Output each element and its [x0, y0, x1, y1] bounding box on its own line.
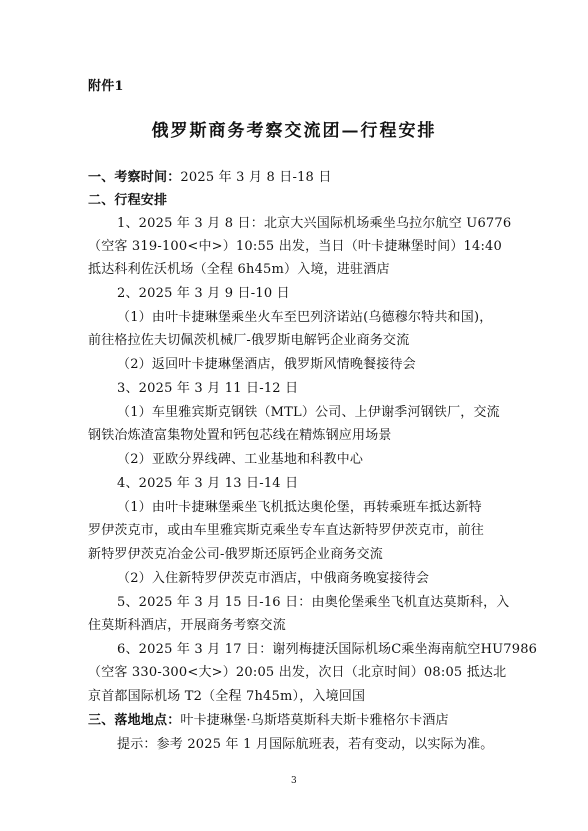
itinerary-line: （2）入住新特罗伊茨克市酒店，中俄商务晚宴接待会 — [117, 571, 430, 586]
itinerary-line: 罗伊茨克市，或由车里雅宾斯克乘坐专车直达新特罗伊茨克市，前往 — [88, 523, 485, 538]
attachment-label: 附件1 — [88, 79, 124, 94]
itinerary-line: 4、2025 年 3 月 13 日-14 日 — [117, 476, 299, 491]
page-number: 3 — [291, 776, 297, 786]
section-1 — [88, 169, 332, 187]
itinerary-line: 住莫斯科酒店，开展商务考察交流 — [88, 618, 287, 633]
itinerary-line: 京首都国际机场 T2（全程 7h45m），入境回国 — [88, 689, 366, 704]
itinerary-line: 6、2025 年 3 月 17 日：谢列梅捷沃国际机场C乘坐海南航空HU7986 — [117, 642, 538, 657]
itinerary-line: 1、2025 年 3 月 8 日：北京大兴国际机场乘坐乌拉尔航空 U6776 — [117, 216, 512, 231]
itinerary-line: 新特罗伊茨克冶金公司-俄罗斯还原钙企业商务交流 — [88, 547, 383, 562]
section-2-heading: 二、行程安排 — [88, 193, 168, 208]
section-1-heading: 一、考察时间： — [88, 170, 181, 185]
itinerary-line: （空客 319-100<中>）10:55 出发，当日（叶卡捷琳堡时间）14:40 — [88, 239, 502, 254]
itinerary-line: （1）由叶卡捷琳堡乘坐火车至巴列济诺站(乌德穆尔特共和国)， — [117, 310, 493, 325]
note-text: 提示：参考 2025 年 1 月国际航班表，若有变动，以实际为准。 — [117, 737, 494, 752]
section-3-text: 叶卡捷琳堡·乌斯塔莫斯科夫斯卡雅格尔卡酒店 — [180, 713, 449, 728]
itinerary-line: 2、2025 年 3 月 9 日-10 日 — [117, 286, 290, 301]
itinerary-line: （2）返回叶卡捷琳堡酒店，俄罗斯风情晚餐接待会 — [117, 357, 416, 372]
section-3 — [88, 712, 449, 730]
itinerary-line: 5、2025 年 3 月 15 日-16 日：由奥伦堡乘坐飞机直达莫斯科，入 — [117, 595, 510, 610]
section-1-text: 2025 年 3 月 8 日-18 日 — [180, 170, 332, 185]
itinerary-line: 前往格拉佐夫切佩茨机械厂-俄罗斯电解钙企业商务交流 — [88, 333, 410, 348]
document-title: 俄罗斯商务考察交流团—行程安排 — [151, 121, 437, 141]
itinerary-line: 钢铁冶炼渣富集物处置和钙包芯线在精炼钢应用场景 — [88, 428, 392, 443]
itinerary-line: （1）车里雅宾斯克钢铁（MTL）公司、上伊谢季河钢铁厂，交流 — [117, 405, 500, 420]
itinerary-line: （空客 330-300<大>）20:05 出发，次日（北京时间）08:05 抵达北 — [88, 665, 507, 680]
itinerary-line: （1）由叶卡捷琳堡乘坐飞机抵达奥伦堡，再转乘班车抵达新特 — [117, 500, 482, 515]
section-3-heading: 三、落地地点： — [88, 713, 181, 728]
itinerary-line: （2）亚欧分界线碑、工业基地和科教中心 — [117, 452, 364, 467]
itinerary-line: 3、2025 年 3 月 11 日-12 日 — [117, 381, 299, 396]
itinerary-line: 抵达科利佐沃机场（全程 6h45m）入境，进驻酒店 — [88, 262, 390, 277]
